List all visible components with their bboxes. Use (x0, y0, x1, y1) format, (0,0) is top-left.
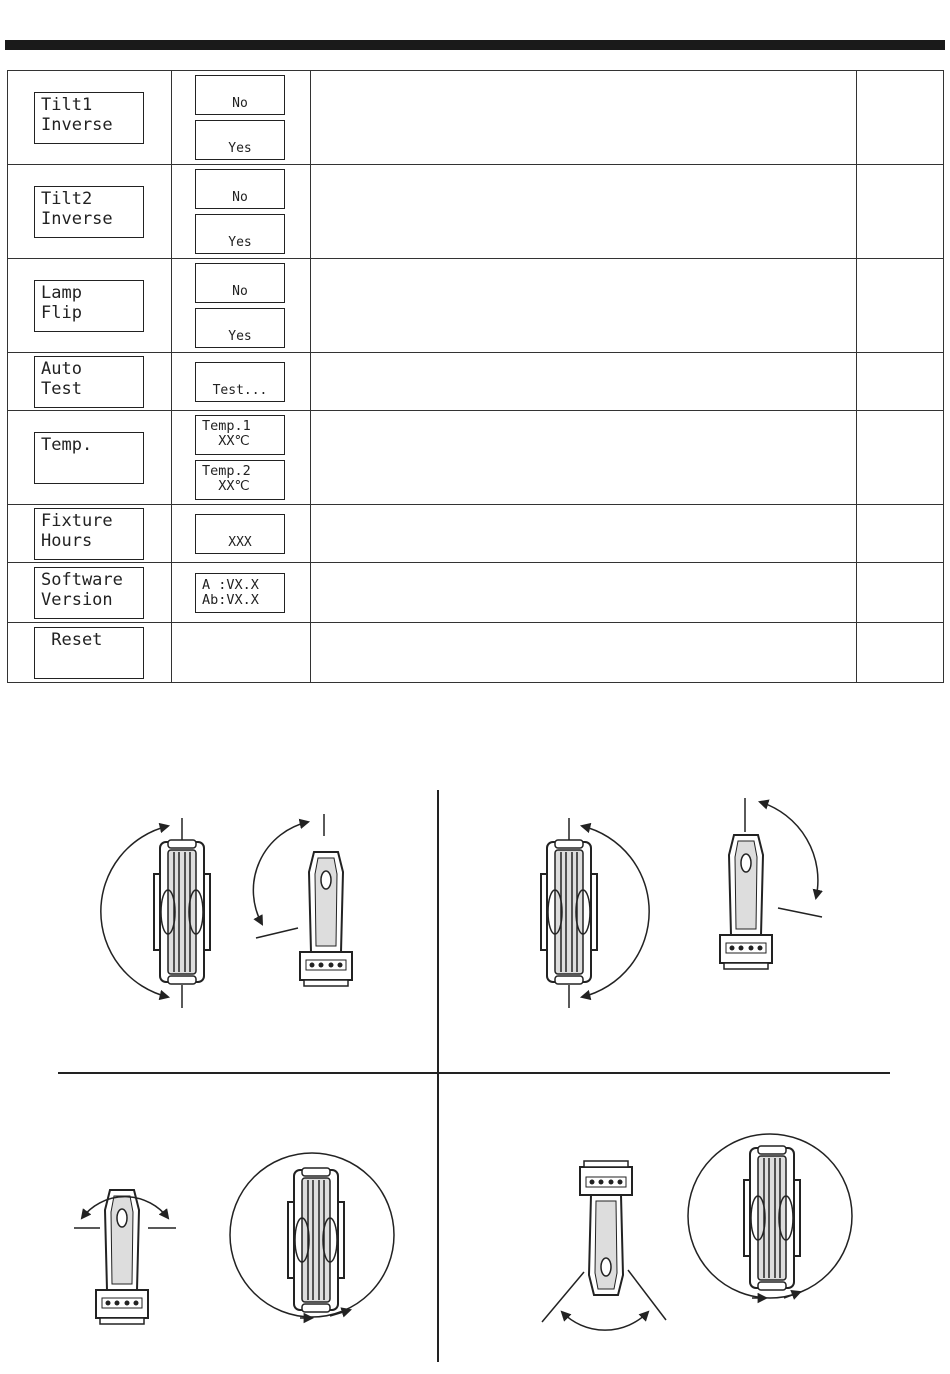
description-cell (311, 505, 857, 563)
lcd-menu-name: Fixture Hours (34, 508, 144, 560)
table-row (8, 623, 944, 683)
lcd-menu-name: Lamp Flip (34, 280, 144, 332)
lcd-menu-name: Tilt1 Inverse (34, 92, 144, 144)
note-cell (857, 411, 944, 505)
table-row (8, 259, 944, 353)
table-row (8, 165, 944, 259)
lcd-readout: A :VX.X Ab:VX.X (195, 573, 285, 613)
lcd-option[interactable]: Test... (195, 362, 285, 402)
lcd-menu-name[interactable]: Reset (34, 627, 144, 679)
note-cell (857, 71, 944, 165)
table-row (8, 353, 944, 411)
table-row (8, 411, 944, 505)
note-cell (857, 353, 944, 411)
lcd-menu-name: Tilt2 Inverse (34, 186, 144, 238)
lcd-menu-name: Temp. (34, 432, 144, 484)
lcd-option[interactable]: No (195, 169, 285, 209)
table-row (8, 505, 944, 563)
lcd-readout: Temp.1 XX℃ (195, 415, 285, 455)
lcd-option[interactable]: Yes (195, 308, 285, 348)
description-cell (311, 71, 857, 165)
fixture-orientation-diagram (0, 780, 950, 1374)
lcd-option[interactable]: Yes (195, 214, 285, 254)
note-cell (857, 563, 944, 623)
description-cell (311, 623, 857, 683)
description-cell (311, 411, 857, 505)
description-cell (311, 563, 857, 623)
lcd-option[interactable]: Yes (195, 120, 285, 160)
lcd-menu-name: Software Version (34, 567, 144, 619)
tilt2-inverse-yes (542, 1134, 852, 1330)
description-cell (311, 165, 857, 259)
tilt1-inverse-yes (541, 798, 822, 1008)
table-row (8, 71, 944, 165)
empty-value-cell (172, 623, 311, 683)
tilt2-inverse-no (74, 1153, 394, 1324)
note-cell (857, 505, 944, 563)
lcd-readout: Temp.2 XX℃ (195, 460, 285, 500)
note-cell (857, 259, 944, 353)
lcd-menu-name: Auto Test (34, 356, 144, 408)
note-cell (857, 623, 944, 683)
description-cell (311, 353, 857, 411)
lcd-option[interactable]: No (195, 75, 285, 115)
note-cell (857, 165, 944, 259)
header-bar (5, 40, 945, 50)
description-cell (311, 259, 857, 353)
lcd-readout: XXX (195, 514, 285, 554)
table-row (8, 563, 944, 623)
tilt1-inverse-no (101, 814, 352, 1008)
menu-table (7, 70, 944, 683)
lcd-option[interactable]: No (195, 263, 285, 303)
